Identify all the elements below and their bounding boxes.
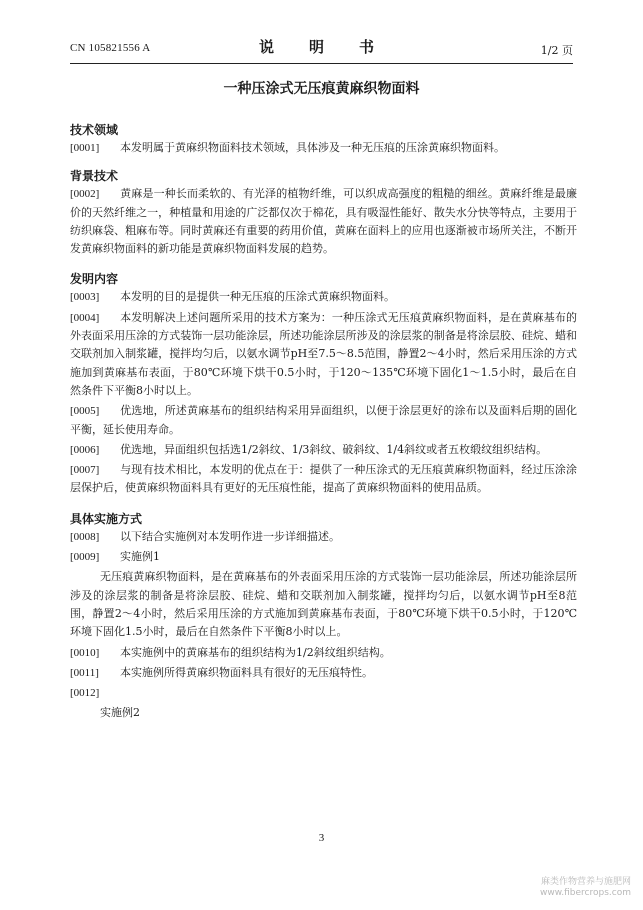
document-type-title: 说 明 书 [258, 38, 384, 56]
heading-implementation: 具体实施方式 [70, 511, 143, 526]
heading-background: 背景技术 [70, 169, 119, 184]
paragraph-0001 [70, 139, 577, 157]
example-2-label: 实施例2 [100, 706, 140, 720]
paragraph-text: 优选地，异面组织包括选1/2斜纹、1/3斜纹、破斜纹、1/4斜纹或者五枚缎纹组织结构。 [120, 442, 548, 456]
paragraph-0006 [70, 441, 577, 459]
paragraph-number: [0002] [70, 188, 100, 201]
paragraph-number: [0010] [70, 646, 100, 659]
paragraph-text: 以下结合实施例对本发明作进一步详细描述。 [120, 529, 340, 543]
paragraph-number: [0001] [70, 142, 100, 154]
example-label: 实施例1 [120, 550, 160, 564]
header-divider [70, 63, 573, 64]
paragraph-0003 [70, 288, 577, 306]
paragraph-text: 黄麻是一种长而柔软的、有光泽的植物纤维，可以织成高强度的粗糙的细丝。黄麻纤维是最廉价的天然纤维之一，种植量和用途的广泛都仅次于棉花，具有吸湿性能好、散失水分快等特点，主要用于纺织麻袋、粗麻布等。同时黄麻还有重要的药用价值，黄麻在面料上的应用也逐渐被市场所关注，不断开发黄麻织物面料的新功能是黄麻织物面料发展的趋势。 [70, 187, 577, 256]
paragraph-text: 本发明解决上述问题所采用的技术方案为：一种压涂式无压痕黄麻织物面料，是在黄麻基布的外表面采用压涂的方式装饰一层功能涂层，所述功能涂层所涉及的涂层浆的制备是将涂层胶、硅烷、蜡和交联剂加入制浆罐，搅拌均匀后，以氨水调节pH至7.5～8.5范围，静置2～4小时，然后采用压涂的方式施加到黄麻基布表面，于80℃环境下烘干0.5小时，于120～135℃环境下固化1～1.5小时，最后在自然条件下平衡8小时以上。 [70, 310, 577, 397]
invention-title: 一种压涂式无压痕黄麻织物面料 [223, 81, 420, 97]
paragraph-number: [0003] [70, 291, 100, 304]
page-info: 1/2 页 [540, 44, 573, 57]
paragraph-0009-body: 无压痕黄麻织物面料，是在黄麻基布的外表面采用压涂的方式装饰一层功能涂层，所述功能涂层所涉及的涂层浆的制备是将涂层胶、硅烷、蜡和交联剂加入制浆罐，搅拌均匀后，以氨水调节pH至8范围，静置2～4小时，然后采用压涂的方式施加到黄麻基布表面，于80℃环境下烘干0.5小时，于120℃环境下固化1.5小时，最后在自然条件下平衡8小时以上。 [70, 570, 577, 639]
paragraph-text: 与现有技术相比，本发明的优点在于：提供了一种压涂式的无压痕黄麻织物面料，经过压涂涂层保护后，使黄麻织物面料具有更好的无压痕性能，提高了黄麻织物面料的使用品质。 [70, 463, 577, 495]
paragraph-0005 [70, 402, 577, 439]
heading-tech-field: 技术领域 [70, 123, 119, 137]
paragraph-0007 [70, 461, 577, 498]
paragraph-0009 [70, 548, 577, 566]
paragraph-text: 本发明的目的是提供一种无压痕的压涂式黄麻织物面料。 [120, 290, 395, 304]
paragraph-0010 [70, 644, 577, 662]
paragraph-0002 [70, 185, 577, 258]
paragraph-number: [0009] [70, 551, 100, 564]
page-number: 3 [318, 832, 325, 844]
paragraph-0008 [70, 528, 577, 546]
paragraph-0011 [70, 664, 577, 682]
document-number: CN 105821556 A [70, 42, 151, 54]
paragraph-0012 [70, 684, 577, 702]
paragraph-0004 [70, 309, 577, 400]
paragraph-number: [0012] [70, 687, 100, 700]
document-body [70, 118, 577, 725]
paragraph-number: [0004] [70, 311, 100, 324]
paragraph-text: 本实施例中的黄麻基布的组织结构为1/2斜纹组织结构。 [120, 645, 391, 659]
watermark-site-name: 麻类作物营养与施肥网 [540, 877, 631, 887]
paragraph-number: [0006] [70, 443, 100, 456]
paragraph-number: [0007] [70, 464, 100, 477]
paragraph-number: [0011] [70, 666, 99, 679]
watermark-url: www.fibercrops.com [540, 888, 631, 898]
heading-invention: 发明内容 [70, 272, 119, 287]
site-watermark [540, 877, 631, 899]
page-header [70, 36, 573, 58]
paragraph-text: 本实施例所得黄麻织物面料具有很好的无压痕特性。 [120, 665, 373, 679]
paragraph-text: 本发明属于黄麻织物面料技术领域，具体涉及一种无压痕的压涂黄麻织物面料。 [120, 141, 505, 154]
paragraph-number: [0005] [70, 405, 100, 418]
paragraph-number: [0008] [70, 530, 100, 543]
paragraph-text: 优选地，所述黄麻基布的组织结构采用异面组织，以便于涂层更好的涂布以及面料后期的固化平衡，延长使用寿命。 [70, 404, 577, 436]
